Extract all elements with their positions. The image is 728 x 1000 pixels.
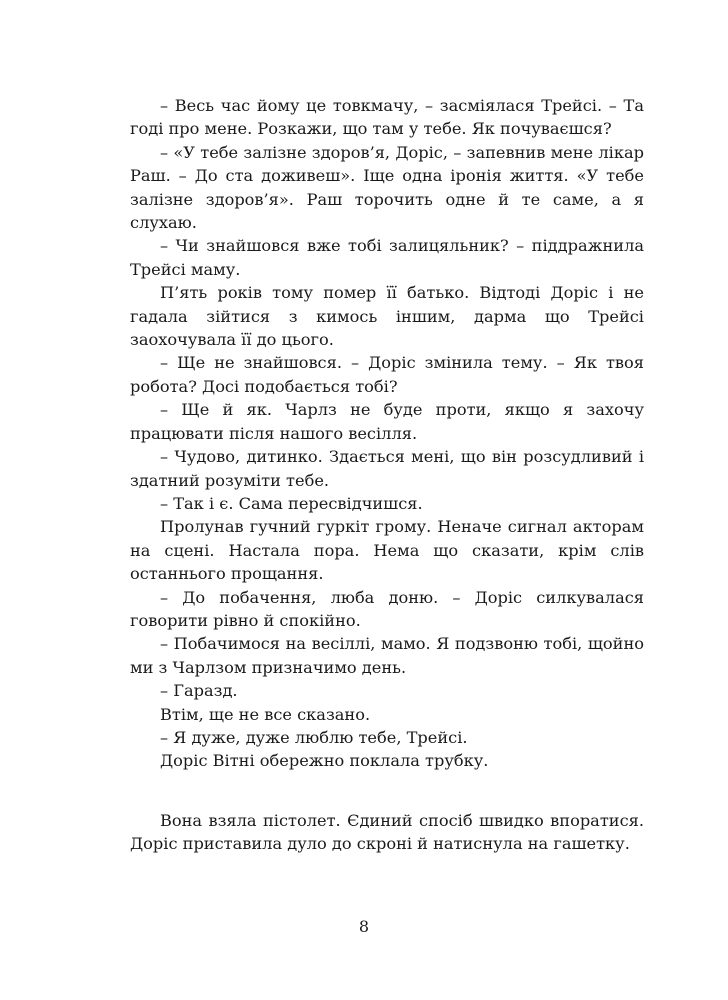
paragraph: Вона взяла пістолет. Єдиний спосіб швидко впоратися. Доріс приставила дуло до скроні й натиснула на гашетку. — [130, 810, 644, 854]
paragraph: – Ще не знайшовся. – Доріс змінила тему. – Як твоя робота? Досі подобається тобі? — [130, 353, 644, 396]
paragraph: – До побачення, люба доню. – Доріс силкувалася говорити рівно й спокійно. — [130, 587, 644, 630]
page-number: 8 — [358, 917, 370, 936]
section-break — [130, 773, 644, 809]
paragraph: – Так і є. Сама пересвідчишся. — [160, 493, 423, 513]
paragraph: – Побачимося на весіллі, мамо. Я подзвоню тобі, щойно ми з Чарлзом призначимо день. — [130, 634, 644, 677]
paragraph: – Чи знайшовся вже тобі залицяльник? – піддражнила Трейсі маму. — [130, 236, 644, 279]
paragraph: – Чудово, дитинко. Здається мені, що він розсудливий і здатний розуміти тебе. — [130, 447, 644, 490]
paragraph: – Я дуже, дуже люблю тебе, Трейсі. — [160, 727, 468, 747]
paragraph: Втім, ще не все сказано. — [160, 704, 371, 724]
paragraph: П’ять років тому помер її батько. Відтоді Доріс і не гадала зійтися з кимось іншим, дарма що Трейсі заохочувала її до цього. — [130, 283, 644, 350]
paragraph: Доріс Вітні обережно поклала трубку. — [160, 751, 489, 771]
paragraph: Пролунав гучний гуркіт грому. Неначе сигнал акторам на сцені. Настала пора. Нема що сказати, крім слів останнього прощання. — [130, 517, 644, 584]
paragraph: – Ще й як. Чарлз не буде проти, якщо я захочу працювати після нашого весілля. — [130, 400, 644, 443]
body-text — [130, 94, 644, 856]
paragraph: – Весь час йому це товкмачу, – засміялася Трейсі. – Та годі про мене. Розкажи, що там у тебе. Як почуваєшся? — [130, 96, 644, 139]
paragraph: – «У тебе залізне здоров’я, Доріс, – запевнив мене лікар Раш. – До ста доживеш». Іще одна іронія життя. «У тебе залізне здоров’я». Раш торочить одне й те саме, а я слухаю. — [130, 142, 644, 233]
paragraph: – Гаразд. — [160, 681, 238, 701]
